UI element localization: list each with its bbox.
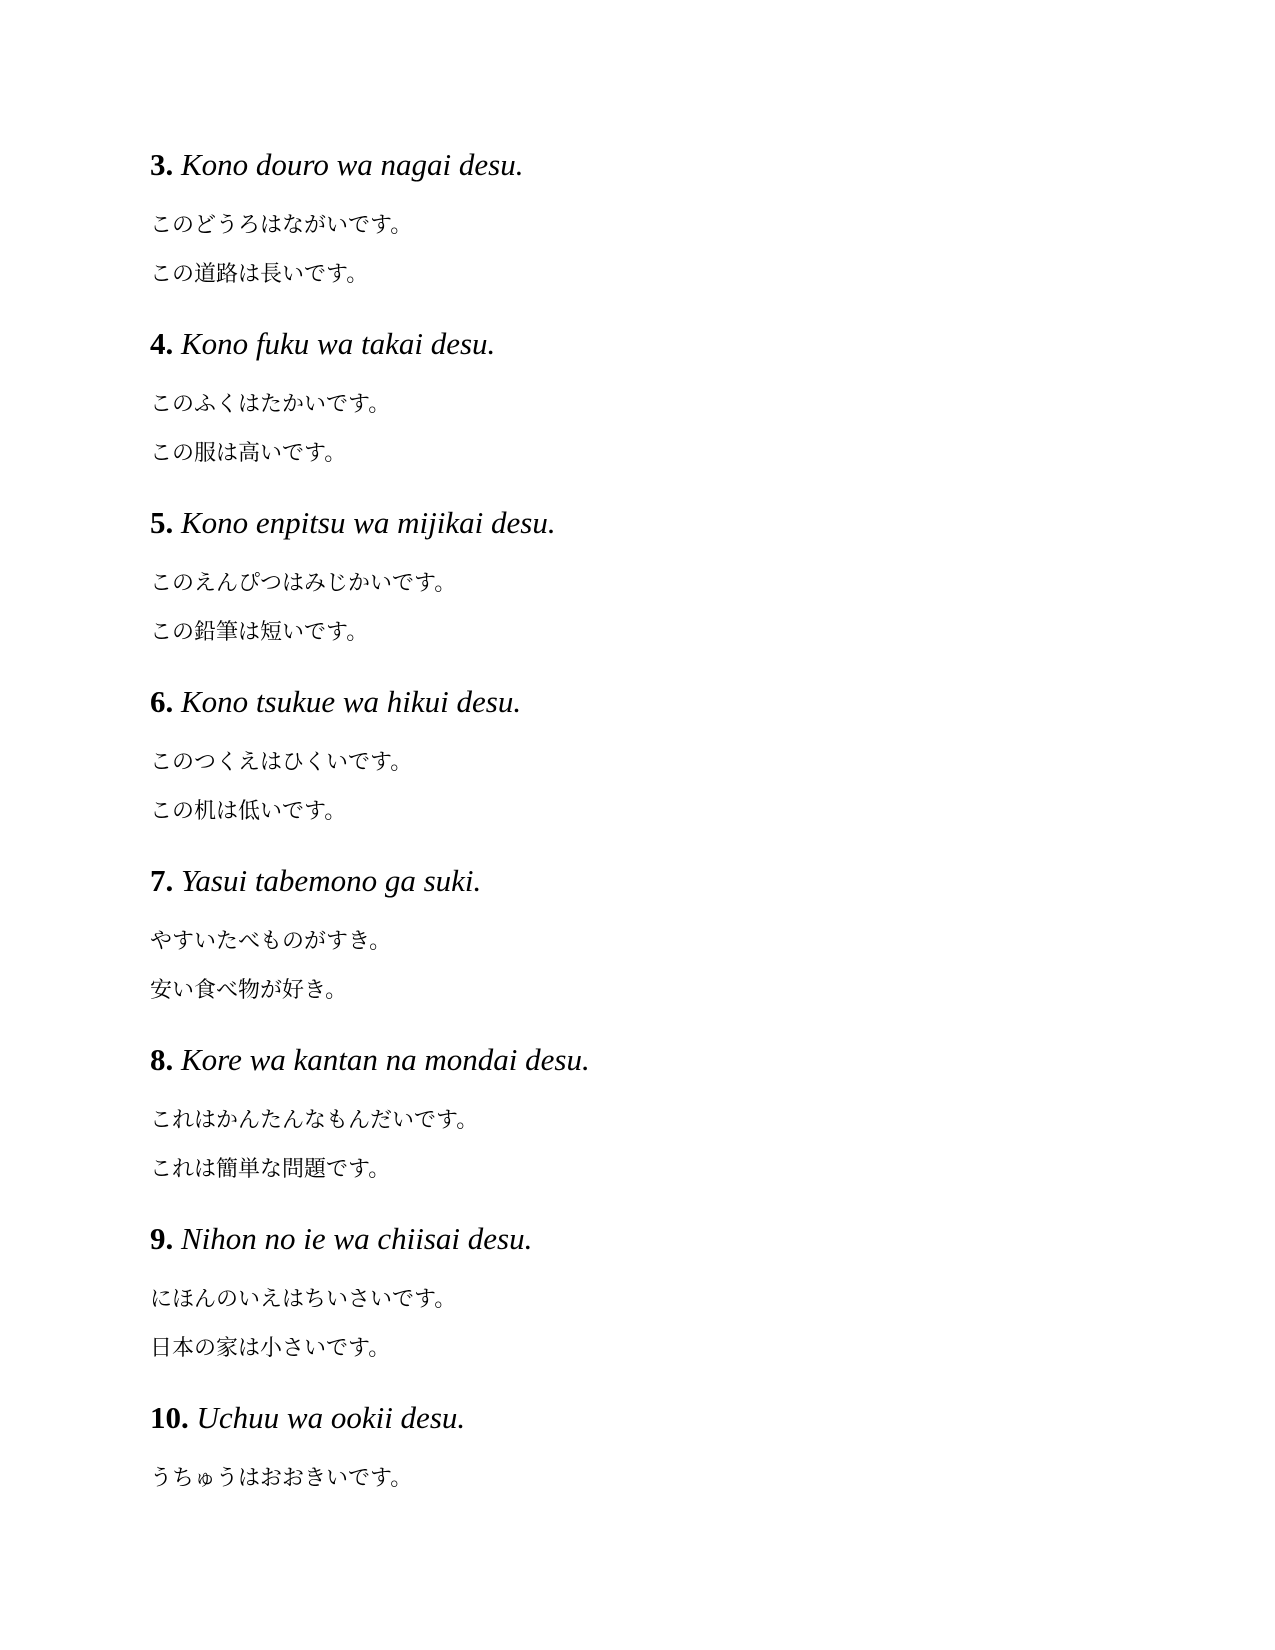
list-item xyxy=(150,498,1150,677)
vocabulary-list xyxy=(150,140,1150,1572)
list-item xyxy=(150,856,1150,1035)
kanji-sentence: この服は高いです。 xyxy=(150,441,347,466)
romaji-sentence: Yasui tabemono ga suki. xyxy=(181,863,482,898)
list-item xyxy=(150,1214,1150,1393)
list-item xyxy=(150,1393,1150,1572)
list-item xyxy=(150,319,1150,498)
item-number: 6. xyxy=(150,684,174,719)
romaji-sentence: Kono enpitsu wa mijikai desu. xyxy=(181,505,556,540)
item-heading xyxy=(150,1214,1150,1263)
item-number: 5. xyxy=(150,505,174,540)
item-heading xyxy=(150,1035,1150,1084)
list-item xyxy=(150,1035,1150,1214)
item-heading xyxy=(150,1393,1150,1442)
kanji-sentence: この鉛筆は短いです。 xyxy=(150,620,369,645)
item-number: 4. xyxy=(150,326,174,361)
item-heading xyxy=(150,319,1150,368)
item-heading xyxy=(150,140,1150,189)
item-number: 7. xyxy=(150,863,174,898)
item-heading xyxy=(150,856,1150,905)
romaji-sentence: Kono douro wa nagai desu. xyxy=(181,147,524,182)
list-item xyxy=(150,677,1150,856)
item-number: 8. xyxy=(150,1042,174,1077)
romaji-sentence: Uchuu wa ookii desu. xyxy=(196,1400,466,1435)
kanji-sentence: これは簡単な問題です。 xyxy=(150,1157,391,1182)
kana-sentence: このどうろはながいです。 xyxy=(150,213,413,238)
kana-sentence: にほんのいえはちいさいです。 xyxy=(150,1287,457,1312)
kana-sentence: やすいたべものがすき。 xyxy=(150,929,392,954)
kana-sentence: このえんぴつはみじかいです。 xyxy=(150,571,457,596)
romaji-sentence: Kono tsukue wa hikui desu. xyxy=(181,684,522,719)
kanji-sentence: この机は低いです。 xyxy=(150,799,347,824)
kanji-sentence: 日本の家は小さいです。 xyxy=(150,1336,391,1361)
kana-sentence: うちゅうはおおきいです。 xyxy=(150,1466,413,1491)
kanji-sentence: 安い食べ物が好き。 xyxy=(150,978,348,1003)
romaji-sentence: Kono fuku wa takai desu. xyxy=(181,326,496,361)
kana-sentence: このふくはたかいです。 xyxy=(150,392,391,417)
kana-sentence: これはかんたんなもんだいです。 xyxy=(150,1108,479,1133)
list-item xyxy=(150,140,1150,319)
item-number: 3. xyxy=(150,147,174,182)
kanji-sentence: この道路は長いです。 xyxy=(150,262,369,287)
item-heading xyxy=(150,498,1150,547)
kana-sentence: このつくえはひくいです。 xyxy=(150,750,413,775)
item-number: 10. xyxy=(150,1400,189,1435)
romaji-sentence: Nihon no ie wa chiisai desu. xyxy=(181,1221,533,1256)
item-number: 9. xyxy=(150,1221,174,1256)
romaji-sentence: Kore wa kantan na mondai desu. xyxy=(181,1042,590,1077)
item-heading xyxy=(150,677,1150,726)
